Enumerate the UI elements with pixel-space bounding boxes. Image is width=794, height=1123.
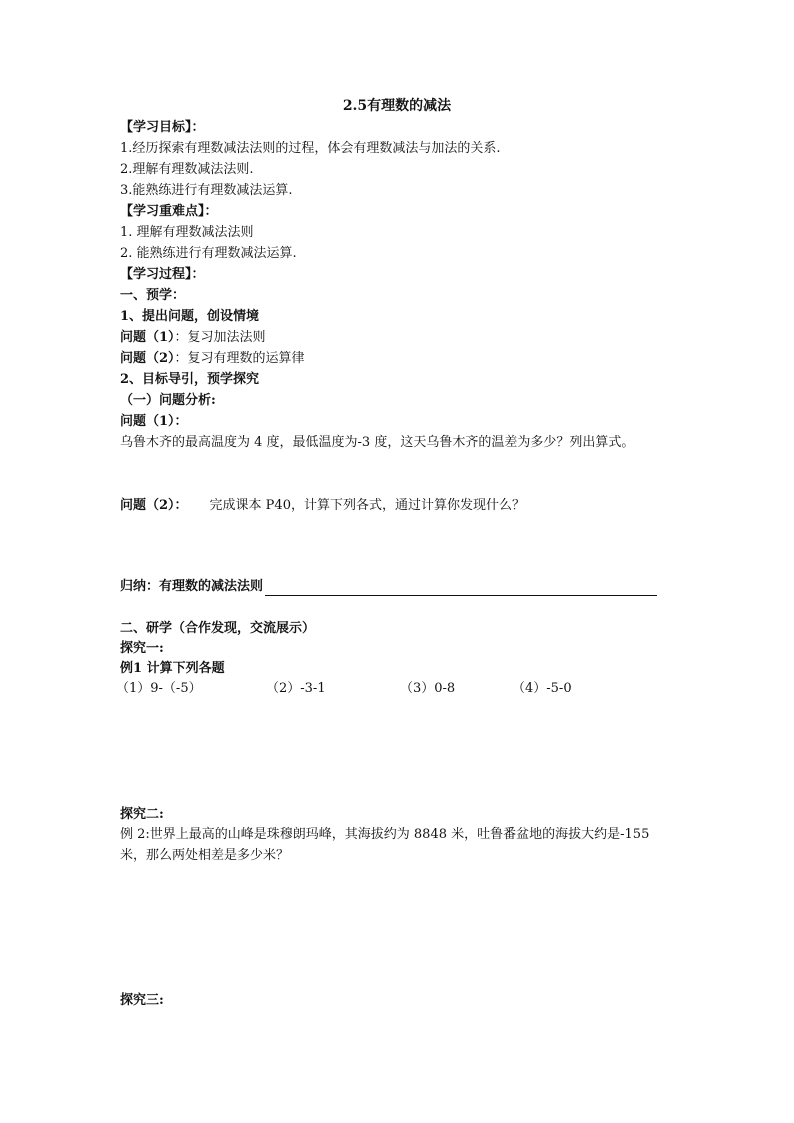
process-heading: 【学习过程】： (120, 267, 205, 282)
section1-heading: 1、提出问题，创设情境 (120, 309, 260, 324)
example-1-item: （1）9-（-5） (116, 681, 202, 696)
problem-2-text: 完成课本 P40，计算下列各式，通过计算你发现什么？ (209, 498, 525, 513)
example-1-heading: 例1 计算下列各题 (120, 661, 225, 676)
part2-heading: 二、研学（合作发现，交流展示） (120, 621, 316, 636)
objectives-heading: 【学习目标】： (120, 120, 205, 135)
problem-1-text: 乌鲁木齐的最高温度为 4 度，最低温度为-3 度，这天乌鲁木齐的温差为多少？列出算式。 (120, 435, 635, 450)
page-title: 2.5有理数的减法 (342, 98, 452, 114)
objective-item: 3.能熟练进行有理数减法运算. (120, 183, 293, 198)
explore-2-heading: 探究二: (120, 807, 164, 822)
example-2-line: 米，那么两处相差是多少米？ (120, 848, 290, 863)
question-text: ：复习加法法则 (174, 330, 266, 345)
summary-line (120, 578, 657, 596)
key-point-item: 1. 理解有理数减法法则 (120, 225, 254, 240)
explore-1-heading: 探究一: (120, 641, 164, 656)
answer-blank (265, 581, 657, 596)
question-label: 问题（2） (120, 351, 175, 366)
review-question-2 (120, 350, 305, 368)
example-1-item: （3）0-8 (400, 681, 456, 696)
explore-3-heading: 探究三: (120, 993, 164, 1008)
question-text: ：复习有理数的运算律 (174, 351, 305, 366)
key-points-heading: 【学习重难点】： (120, 204, 218, 219)
objective-item: 2.理解有理数减法法则. (120, 162, 254, 177)
key-point-item: 2. 能熟练进行有理数减法运算. (120, 246, 297, 261)
example-1-item: （4）-5-0 (512, 681, 572, 696)
question-label: 问题（1） (120, 330, 175, 345)
review-question-1 (120, 329, 266, 347)
example-1-item: （2）-3-1 (266, 681, 326, 696)
objective-item: 1.经历探索有理数减法法则的过程，体会有理数减法与加法的关系. (120, 141, 501, 156)
problem-1-label: 问题（1）： (120, 414, 188, 429)
analysis-heading: （一）问题分析: (120, 393, 216, 408)
section2-heading: 2、目标导引，预学探究 (120, 372, 260, 387)
problem-2-label: 问题（2）： (120, 498, 188, 513)
example-2-line: 例 2:世界上最高的山峰是珠穆朗玛峰，其海拔约为 8848 米，吐鲁番盆地的海拔大约是-155 (120, 827, 650, 842)
part1-heading: 一、预学： (120, 288, 186, 303)
problem-2 (120, 497, 525, 515)
summary-label: 归纳：有理数的减法法则 (120, 579, 264, 594)
